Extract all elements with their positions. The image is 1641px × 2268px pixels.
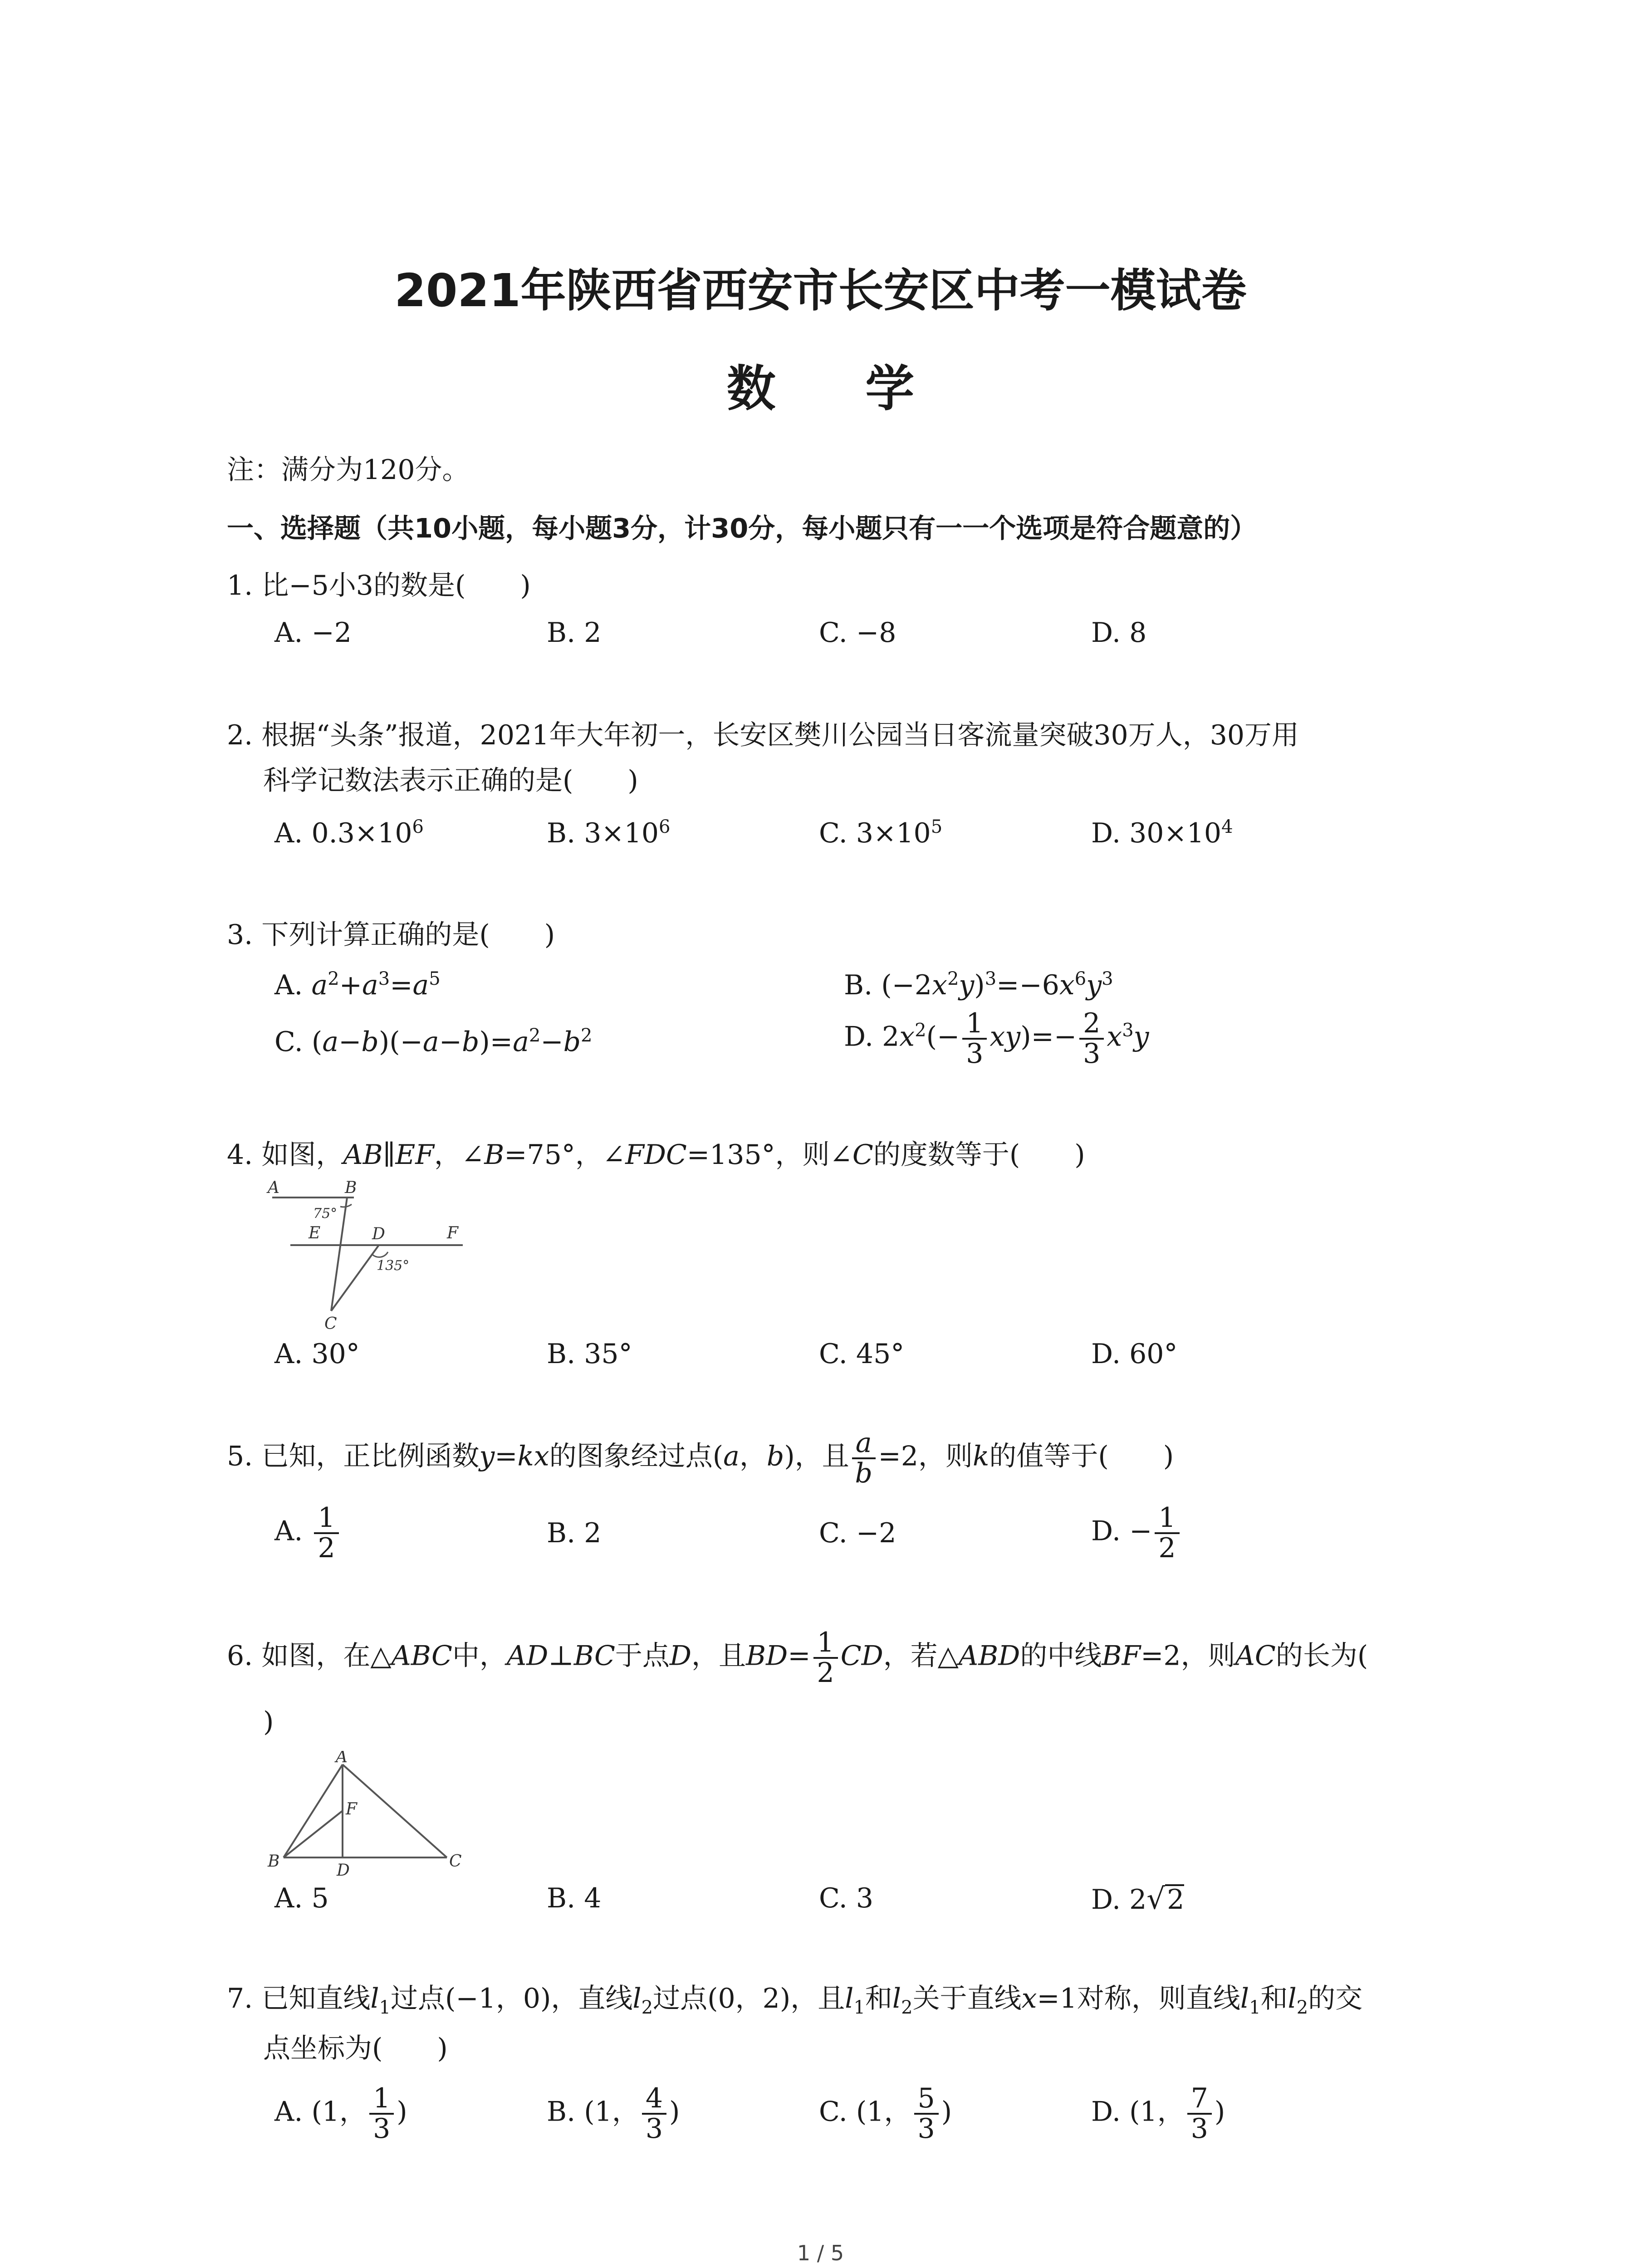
- point-f-label: F: [447, 1224, 458, 1242]
- question-5-option-c: C. −2: [819, 1517, 896, 1549]
- question-4-option-c: C. 45°: [819, 1338, 905, 1370]
- question-7-option-c: C. (1， $\frac{5}{3}$ ): [819, 2082, 952, 2145]
- question-4-option-a: A. 30°: [274, 1338, 360, 1370]
- angle-75-label: 75°: [313, 1206, 338, 1222]
- point-f-label: F: [346, 1800, 357, 1818]
- question-4-option-d: D. 60°: [1091, 1338, 1178, 1370]
- point-a-label: A: [268, 1179, 279, 1197]
- question-7-stem-line2: 点坐标为( ): [263, 2033, 448, 2064]
- point-a-label: A: [336, 1751, 348, 1766]
- question-6-option-c: C. 3: [819, 1882, 874, 1914]
- score-note: 注：满分为120分。: [227, 454, 470, 486]
- question-1-option-a: A. −2: [274, 617, 352, 649]
- question-6-option-b: B. 4: [547, 1882, 602, 1914]
- question-4-stem: 4. 如图，AB∥EF，∠B=75°，∠FDC=135°，则∠C的度数等于( ): [227, 1139, 1085, 1171]
- question-1-option-d: D. 8: [1091, 617, 1147, 649]
- question-2-option-c: C. $3\times 10^5$: [819, 816, 943, 849]
- question-5-option-b: B. 2: [547, 1517, 602, 1549]
- exam-subject: 数 学: [726, 360, 951, 417]
- question-2-option-a: A. $0.3\times 10^6$: [274, 816, 424, 849]
- point-c-label: C: [324, 1315, 337, 1333]
- question-7-option-d: D. (1， $\frac{7}{3}$ ): [1091, 2082, 1225, 2145]
- question-3-option-c: C. $(a-b)(-a-b)=a^2-b^2$: [274, 1025, 593, 1058]
- exam-title: 2021年陕西省西安市长安区中考一模试卷: [394, 264, 1247, 317]
- point-d-label: D: [372, 1225, 385, 1243]
- angle-135-label: 135°: [377, 1258, 410, 1274]
- question-5-option-a: A. $\frac{1}{2}$: [274, 1504, 342, 1563]
- question-7-option-a: A. (1， $\frac{1}{3}$ ): [274, 2082, 407, 2145]
- point-c-label: C: [449, 1852, 462, 1871]
- question-6-stem-line2: ): [263, 1706, 274, 1738]
- section-heading: 一、选择题（共10小题，每小题3分，计30分，每小题只有一一个选项是符合题意的）: [227, 513, 1257, 544]
- question-3-option-d: D. $2x^2(-$ $\frac{1}{3}$ xy)=− $\frac{2}{3}$ $x^3y$: [844, 1007, 1149, 1070]
- question-6-option-a: A. 5: [274, 1882, 329, 1914]
- question-3-option-a: A. $a^2+a^3=a^5$: [274, 968, 441, 1001]
- question-1-stem: 1. 比−5小3的数是( ): [227, 570, 531, 601]
- question-2-stem-line1: 2. 根据“头条”报道，2021年大年初一，长安区樊川公园当日客流量突破30万人，30万用: [227, 719, 1299, 751]
- page-number: 1 / 5: [797, 2241, 844, 2265]
- question-2-option-d: D. $30\times 10^4$: [1091, 816, 1233, 849]
- question-3-option-b: B. $(-2x^2y)^3=-6x^6y^3$: [844, 968, 1113, 1001]
- question-1-option-c: C. −8: [819, 617, 896, 649]
- question-7-stem-line1: 7. 已知直线$l_1$过点(−1，0)，直线$l_2$过点(0，2)，且$l_1$和$l_2$关于直线x=1对称，则直线$l_1$和$l_2$的交: [227, 1983, 1363, 2018]
- question-6-stem-line1: 6. 如图，在△ABC中，AD⊥BC于点D，且BD= $\frac{1}{2}$ CD，若△ABD的中线BF=2，则AC的长为(: [227, 1627, 1368, 1689]
- question-5-stem: 5. 已知，正比例函数y=kx的图象经过点(a，b)，且 $\frac{a}{b}$ =2，则k的值等于( ): [227, 1427, 1174, 1489]
- question-6-figure: [263, 1751, 481, 1878]
- point-e-label: E: [309, 1224, 321, 1242]
- point-b-label: B: [345, 1179, 357, 1197]
- question-6-option-d: D. 2√2: [1091, 1882, 1185, 1916]
- question-1-option-b: B. 2: [547, 617, 602, 649]
- question-7-option-b: B. (1， $\frac{4}{3}$ ): [547, 2082, 680, 2145]
- point-d-label: D: [337, 1861, 350, 1878]
- question-3-stem: 3. 下列计算正确的是( ): [227, 919, 555, 951]
- question-5-option-d: D. − $\frac{1}{2}$: [1091, 1504, 1182, 1563]
- question-2-stem-line2: 科学记数法表示正确的是( ): [263, 765, 638, 797]
- question-4-figure: [263, 1179, 472, 1334]
- question-2-option-b: B. $3\times 10^6$: [547, 816, 671, 849]
- point-b-label: B: [268, 1852, 280, 1871]
- question-4-option-b: B. 35°: [547, 1338, 632, 1370]
